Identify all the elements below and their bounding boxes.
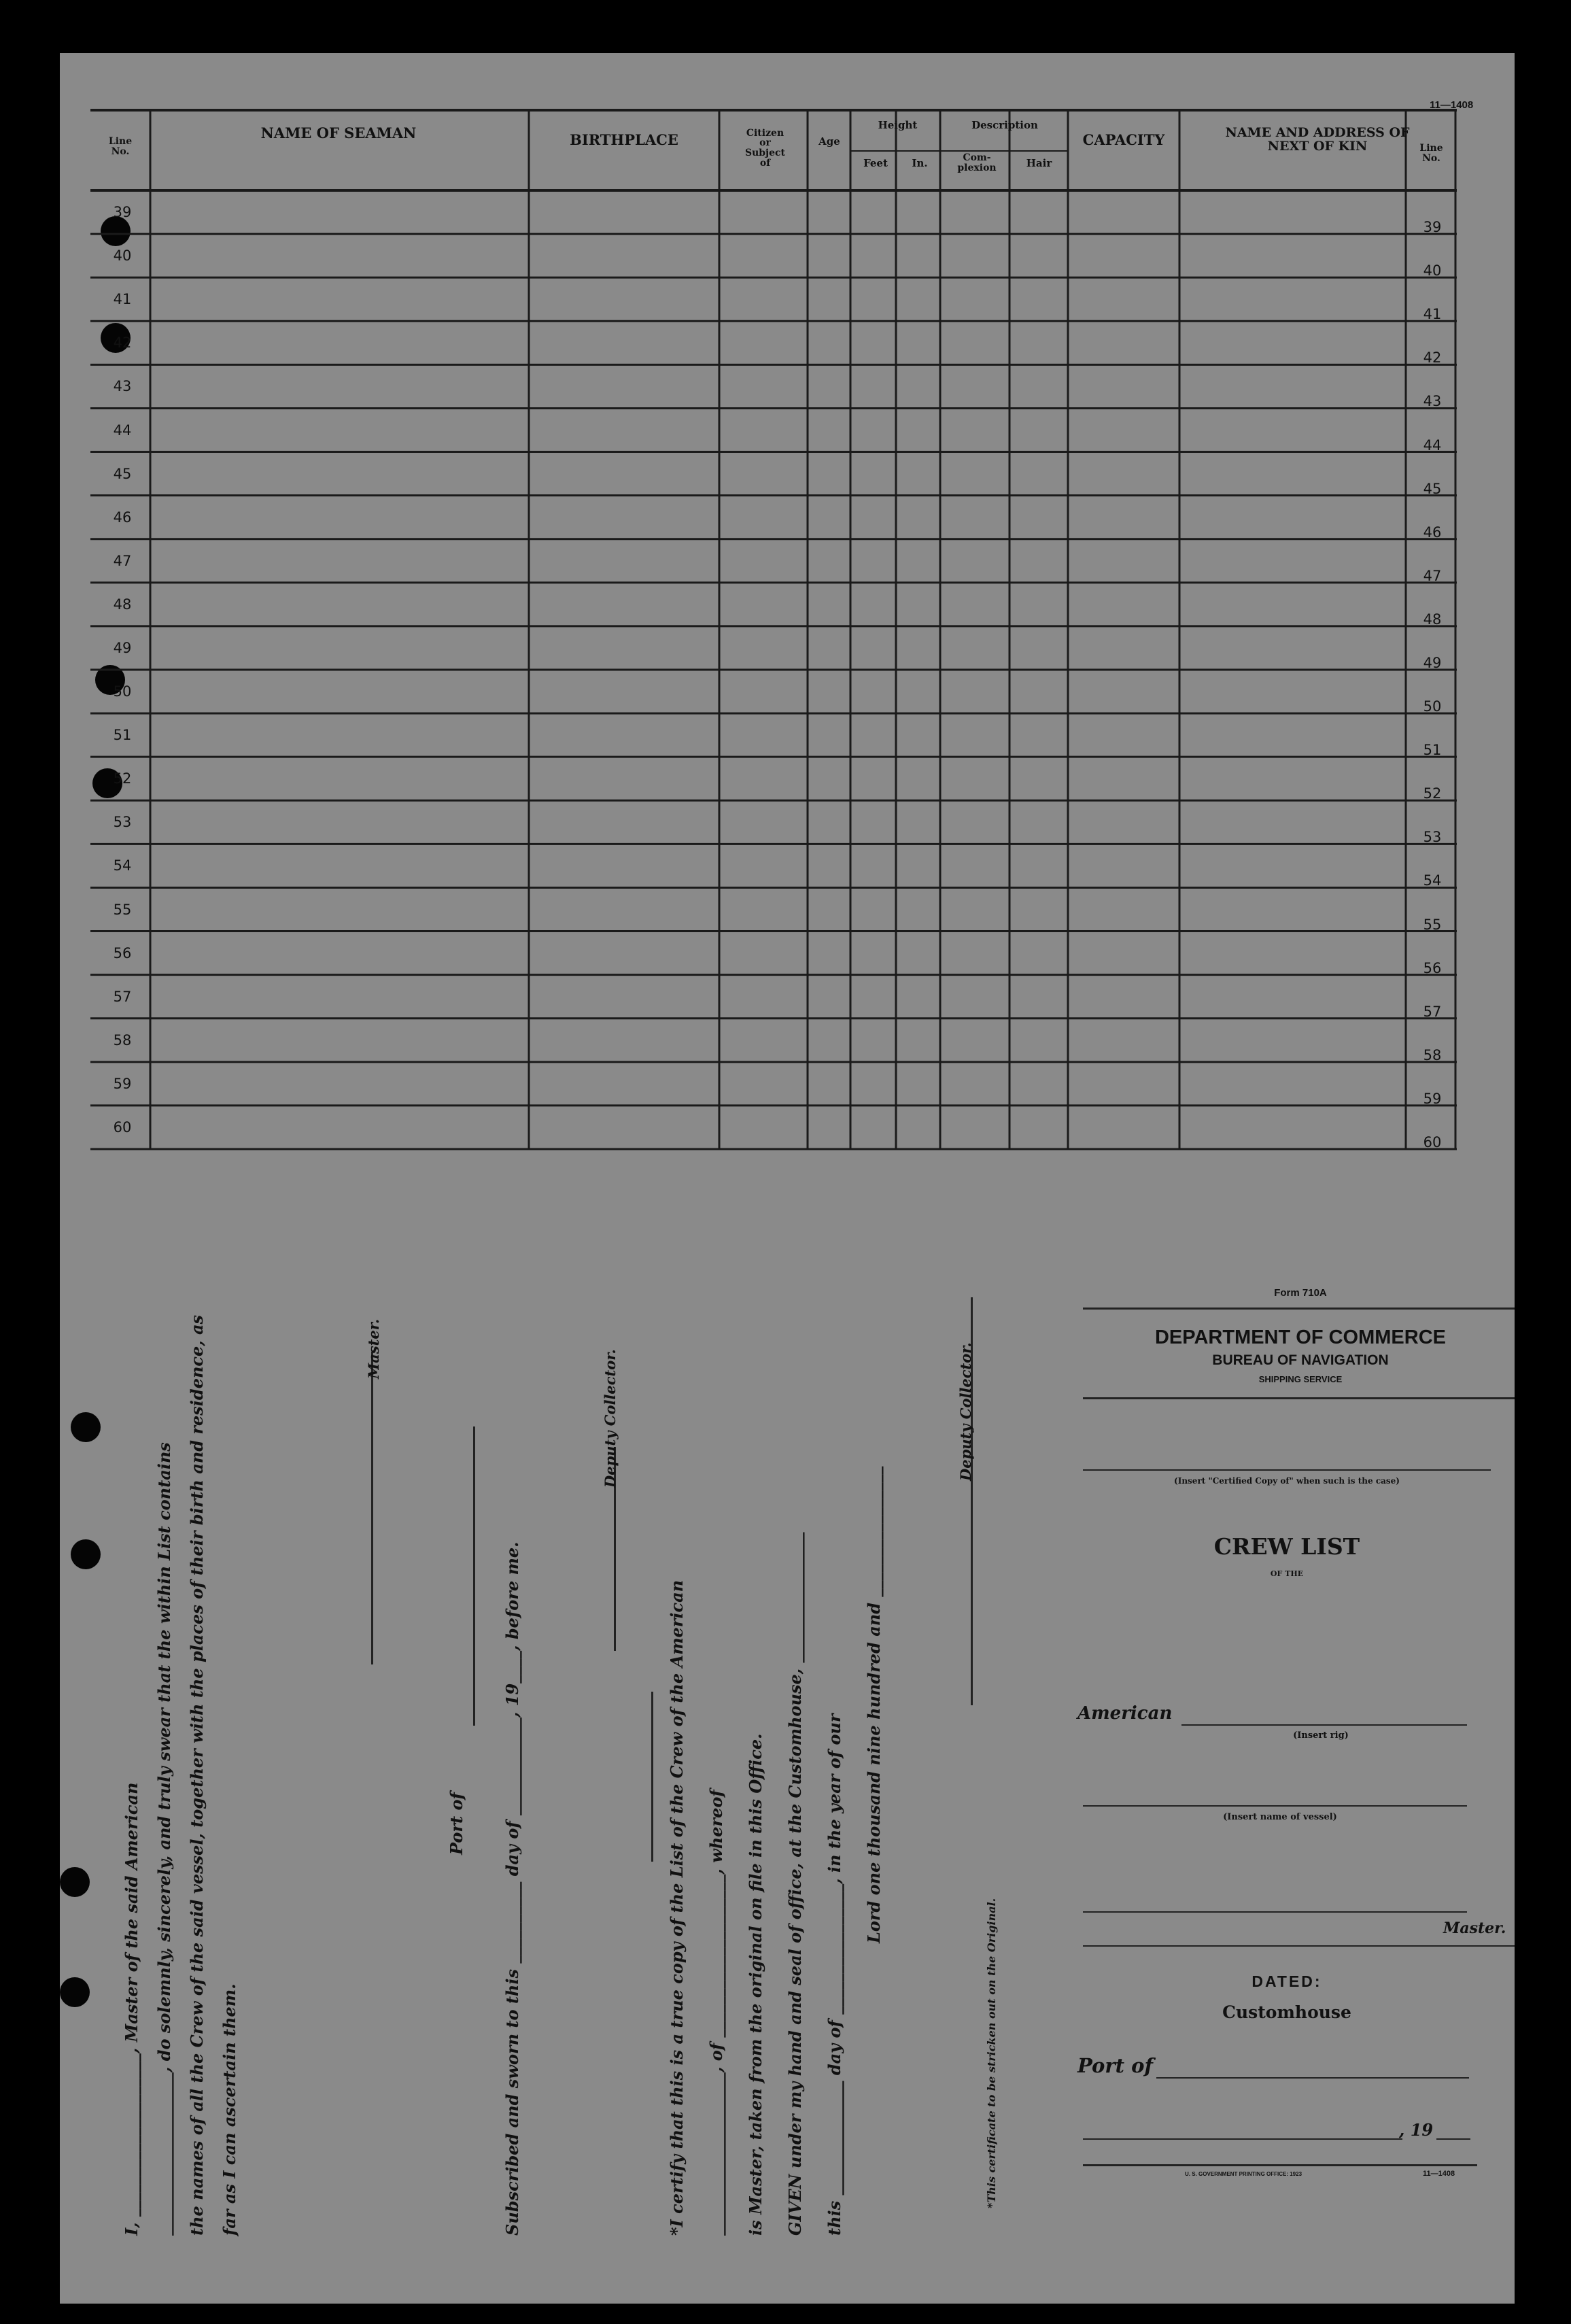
header-text: Line [108, 136, 133, 148]
master-name-line [1083, 1911, 1467, 1913]
blank-line [651, 1692, 653, 1862]
insert-vessel-note: (Insert name of vessel) [1223, 1812, 1337, 1822]
header-hair: Hair [1026, 157, 1052, 169]
row-number-left: 56 [113, 944, 132, 961]
american-label: American [1077, 1703, 1173, 1724]
header-feet: Feet [863, 157, 888, 169]
row-number-right: 47 [1423, 567, 1442, 584]
port-of-label: Port of [1077, 2054, 1153, 2077]
insert-certified-note: (Insert "Certified Copy of" when such is the case) [1174, 1476, 1400, 1486]
date-line [1083, 2138, 1402, 2140]
rule [1083, 2164, 1477, 2166]
row-number-right: 57 [1423, 1003, 1442, 1020]
oath-line-4: far as I can ascertain them. [220, 1983, 239, 2236]
deputy-collector-label-1: Deputy Collector. [602, 1349, 619, 1488]
of-whereof-line: ____________________, of ____________________, whereof [706, 1790, 726, 2236]
form-code-top: 11—1408 [1430, 99, 1474, 111]
row-number-right: 56 [1423, 959, 1442, 976]
header-text: plexion [957, 163, 997, 173]
header-line-no-right [1406, 120, 1457, 188]
row-number-right: 48 [1423, 611, 1442, 628]
punch-hole [71, 1539, 101, 1569]
given-line: GIVEN under my hand and seal of office, at the Customhouse, ________________ [785, 1532, 805, 2236]
row-number-left: 53 [113, 814, 132, 831]
dated-label: DATED: [1251, 1972, 1322, 1990]
is-master-line: is Master, taken from the original on file in this Office. [746, 1733, 765, 2236]
row-number-right: 44 [1423, 437, 1442, 454]
row-number-right: 49 [1423, 654, 1442, 671]
header-text: of [759, 157, 771, 169]
row-number-right: 51 [1423, 742, 1442, 759]
row-number-left: 54 [113, 857, 132, 874]
row-number-right: 53 [1423, 829, 1442, 846]
header-text: No. [1422, 153, 1440, 164]
service-title: SHIPPING SERVICE [1258, 1374, 1343, 1384]
row-number-left: 46 [113, 509, 132, 526]
header-citizen [723, 114, 808, 182]
row-number-left: 47 [113, 552, 132, 569]
row-number-right: 43 [1423, 393, 1442, 410]
header-text: Subject [744, 148, 786, 158]
oath-line-1: I, ____________________, Master of the said American [122, 1782, 141, 2236]
deputy-collector-label-2: Deputy Collector. [957, 1342, 974, 1481]
header-complexion [944, 144, 1010, 182]
header-name-of-seaman: NAME OF SEAMAN [260, 124, 417, 141]
printer-note: U. S. GOVERNMENT PRINTING OFFICE: 1923 [1185, 2171, 1302, 2177]
row-number-left: 50 [113, 683, 132, 700]
punch-hole [60, 1867, 90, 1897]
header-inches: In. [912, 157, 928, 169]
row-number-left: 59 [113, 1075, 132, 1092]
row-number-left: 55 [113, 901, 132, 918]
year-label: , 19 [1399, 2120, 1434, 2140]
row-number-left: 39 [113, 204, 132, 221]
year-line [1436, 2138, 1470, 2140]
row-number-left: 42 [113, 335, 132, 352]
form-number: Form 710A [1274, 1287, 1327, 1299]
department-title: DEPARTMENT OF COMMERCE [1154, 1327, 1446, 1348]
row-number-right: 52 [1423, 785, 1442, 802]
crew-list-title: CREW LIST [1213, 1533, 1360, 1560]
row-number-right: 45 [1423, 480, 1442, 497]
rule [1083, 1945, 1515, 1947]
bureau-title: BUREAU OF NAVIGATION [1212, 1352, 1389, 1368]
of-the-label: OF THE [1270, 1569, 1304, 1578]
row-number-left: 45 [113, 465, 132, 482]
row-number-right: 60 [1423, 1133, 1442, 1150]
row-number-right: 55 [1423, 916, 1442, 933]
header-text: NAME AND ADDRESS OF [1225, 125, 1410, 141]
punch-hole [60, 1977, 90, 2007]
certified-copy-line [1083, 1469, 1491, 1471]
lord-line: Lord one thousand nine hundred and ________________ [864, 1466, 884, 1943]
footnote: *This certificate to be stricken out on the Original. [985, 1898, 998, 2208]
master-signature-line [371, 1352, 373, 1664]
header-text: Line [1419, 143, 1443, 154]
rig-line [1181, 1724, 1467, 1726]
row-number-left: 43 [113, 378, 132, 395]
row-number-left: 52 [113, 770, 132, 787]
rule [1083, 1308, 1515, 1310]
row-number-right: 46 [1423, 524, 1442, 541]
row-number-left: 57 [113, 988, 132, 1005]
header-text: Citizen [746, 127, 784, 139]
oath-line-2: ____________________, do solemnly, sincerely, and truly swear that the within List contains [154, 1442, 174, 2236]
row-number-right: 54 [1423, 872, 1442, 889]
insert-rig-note: (Insert rig) [1293, 1730, 1349, 1741]
form-code: 11—1408 [1423, 2170, 1455, 2178]
header-text: No. [111, 146, 130, 157]
port-of-line [473, 1426, 475, 1726]
title-block [1077, 1287, 1515, 2212]
row-number-left: 51 [113, 727, 132, 744]
vessel-name-line [1083, 1805, 1467, 1807]
row-number-left: 49 [113, 639, 132, 656]
row-number-left: 41 [113, 291, 132, 308]
certify-line: *I certify that this is a true copy of the List of the Crew of the American [667, 1579, 687, 2236]
this-day-line: this ______________ day of ________________, in the year of our [825, 1713, 844, 2236]
header-age: Age [818, 135, 840, 148]
customhouse-label: Customhouse [1222, 2002, 1351, 2022]
header-text: or [759, 137, 771, 149]
punch-hole [71, 1412, 101, 1442]
oath-section [122, 1297, 1012, 2236]
header-description: Description [971, 119, 1038, 131]
crew-table [90, 109, 1457, 1156]
row-number-left: 48 [113, 596, 132, 613]
crew-list-form-sheet [60, 53, 1515, 2304]
rule [1083, 1397, 1515, 1399]
master-label: Master. [365, 1318, 382, 1379]
header-birthplace: BIRTHPLACE [570, 131, 678, 148]
row-number-right: 42 [1423, 349, 1442, 366]
table-grid [90, 109, 1457, 1156]
header-height: Height [878, 119, 918, 131]
row-number-right: 58 [1423, 1046, 1442, 1063]
subscribed-line: Subscribed and sworn to this __________ day of ____________, 19____, before me. [502, 1541, 522, 2236]
row-number-left: 40 [113, 247, 132, 264]
row-number-right: 39 [1423, 219, 1442, 236]
oath-line-3: the names of all the Crew of the said vessel, together with the places of their birth and residence, as [187, 1314, 207, 2236]
header-text: Com- [963, 152, 991, 164]
row-number-right: 59 [1423, 1090, 1442, 1107]
header-line-no-left [90, 113, 150, 181]
row-number-right: 50 [1423, 698, 1442, 715]
row-number-right: 40 [1423, 262, 1442, 279]
row-number-left: 60 [113, 1118, 132, 1135]
row-number-left: 44 [113, 422, 132, 439]
header-capacity: CAPACITY [1082, 131, 1165, 148]
master-label: Master. [1443, 1919, 1506, 1937]
row-number-left: 58 [113, 1031, 132, 1048]
header-text: NEXT OF KIN [1267, 139, 1368, 154]
port-line [1156, 2077, 1469, 2079]
row-number-right: 41 [1423, 306, 1442, 323]
port-of-label: Port of [447, 1792, 466, 1855]
